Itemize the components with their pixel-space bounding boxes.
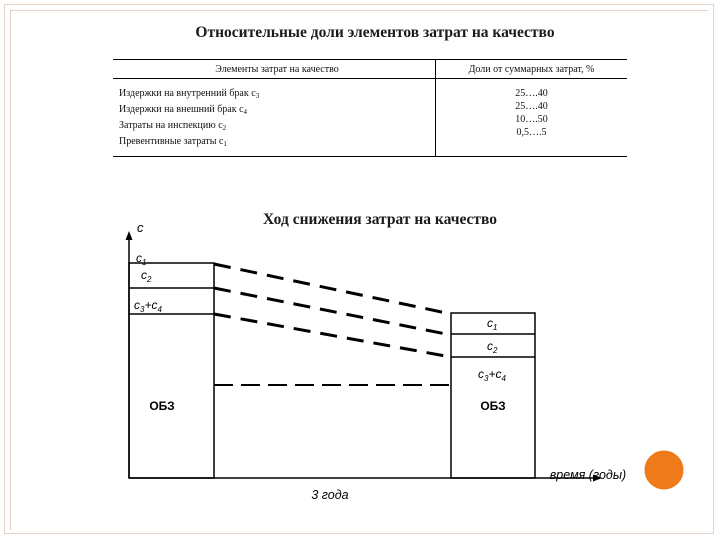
connector-line-c3-c4 bbox=[214, 314, 451, 357]
left-bar-label-c1: $c_1$ bbox=[136, 251, 147, 267]
left-bar-label-c3-c4: $c_3+c_4$ bbox=[134, 298, 162, 314]
period-label: 3 года bbox=[311, 488, 349, 502]
table-header-elements: Элементы затрат на качество bbox=[113, 60, 436, 79]
table-header-shares: Доли от суммарных затрат, % bbox=[436, 60, 628, 79]
table-row-label: Превентивные затраты $c_1$ bbox=[119, 136, 227, 148]
connector-line-c1 bbox=[214, 264, 451, 314]
left-bar bbox=[129, 263, 214, 478]
left-bar-label-obz: ОБЗ bbox=[149, 399, 175, 413]
y-axis-label: c bbox=[137, 220, 144, 235]
accent-circle bbox=[643, 449, 685, 491]
right-bar-label-c1: $c_1$ bbox=[487, 316, 498, 332]
table-row-value: 0,5….5 bbox=[516, 127, 547, 138]
right-bar bbox=[451, 313, 535, 478]
right-bar-label-c2: $c_2$ bbox=[487, 339, 498, 355]
left-bar-label-c2: $c_2$ bbox=[141, 268, 152, 284]
table-row-value: 10….50 bbox=[515, 114, 548, 125]
right-bar-label-c3-c4: $c_3+c_4$ bbox=[478, 367, 506, 383]
table-row-value: 25….40 bbox=[515, 88, 548, 99]
x-axis-label: время (годы) bbox=[549, 468, 627, 482]
right-bar-label-obz: ОБЗ bbox=[480, 399, 506, 413]
diagram-title: Ход снижения затрат на качество bbox=[262, 211, 498, 228]
table-row-label: Издержки на внешний брак $c_4$ bbox=[119, 104, 248, 116]
slide-title: Относительные доли элементов затрат на качество bbox=[195, 24, 555, 41]
table-row-value: 25….40 bbox=[515, 101, 548, 112]
table-row-label: Издержки на внутренний брак $c_3$ bbox=[119, 88, 260, 100]
table-row-label: Затраты на инспекцию $c_2$ bbox=[119, 120, 227, 132]
y-axis-arrow bbox=[126, 231, 133, 240]
connector-line-c2 bbox=[214, 288, 451, 335]
